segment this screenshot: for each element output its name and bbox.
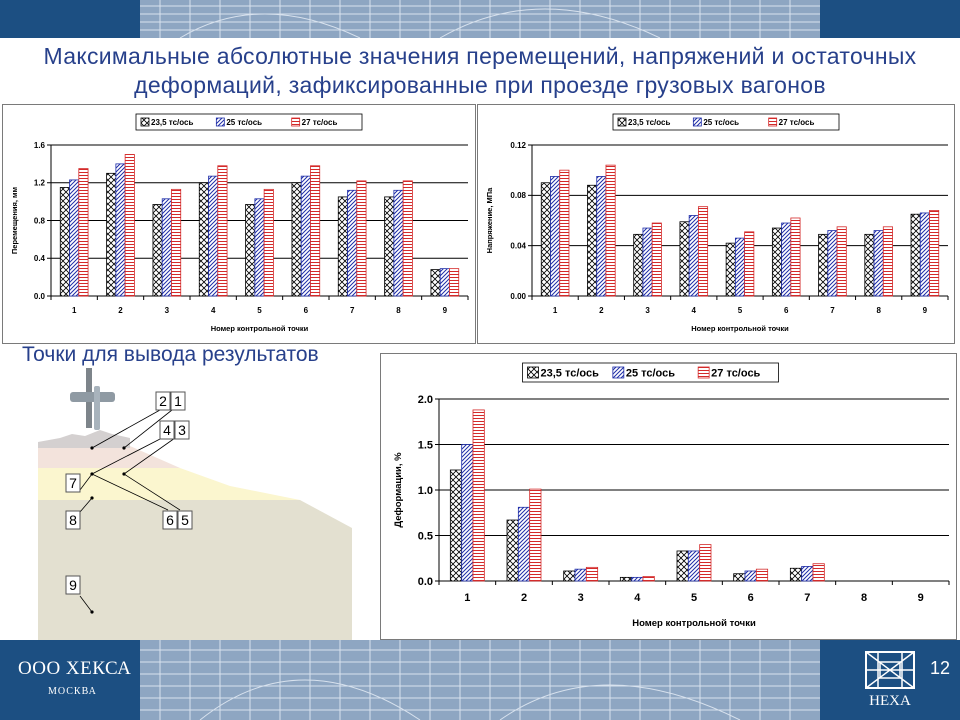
legend-swatch	[141, 118, 149, 126]
y-tick-label: 1.2	[33, 178, 45, 188]
bar	[462, 445, 473, 582]
y-axis-title: Напряжение, МПа	[485, 187, 494, 254]
x-axis-title: Номер контрольной точки	[691, 324, 789, 333]
bar	[680, 222, 689, 296]
legend-swatch	[528, 367, 539, 378]
mesh-decoration-bottom	[140, 640, 820, 720]
y-axis-title: Перемещения, мм	[10, 186, 19, 255]
x-tick-label: 1	[552, 306, 558, 315]
x-tick-label: 7	[349, 306, 355, 315]
page-title	[20, 42, 940, 100]
legend-swatch	[618, 118, 626, 126]
label-point-4: 4	[163, 422, 171, 438]
legend-swatch	[769, 118, 777, 126]
x-tick-label: 4	[634, 592, 641, 604]
x-tick-label: 2	[118, 306, 123, 315]
y-tick-label: 0.8	[33, 216, 45, 226]
legend-label: 23,5 тс/ось	[540, 367, 599, 380]
x-tick-label: 8	[876, 306, 881, 315]
title-line-2: деформаций, зафиксированные при проезде грузовых вагонов	[134, 72, 826, 98]
bar	[689, 215, 698, 296]
x-axis-title: Номер контрольной точки	[210, 324, 309, 333]
bar	[199, 183, 208, 296]
x-tick-label: 7	[804, 592, 811, 604]
bar	[700, 545, 711, 581]
bar	[634, 234, 643, 296]
legend-swatch	[698, 367, 709, 378]
y-tick-label: 0.08	[510, 191, 526, 201]
bar	[338, 197, 347, 296]
y-axis-title: Деформации, %	[393, 452, 404, 528]
bar	[550, 176, 559, 296]
bar	[874, 231, 883, 296]
bar	[587, 185, 596, 296]
label-point-9: 9	[69, 577, 77, 593]
y-tick-label: 0.0	[417, 575, 433, 588]
x-tick-label: 6	[747, 592, 754, 604]
bar	[60, 187, 69, 296]
y-tick-label: 0.12	[510, 140, 526, 150]
bar	[772, 228, 781, 296]
bar	[643, 228, 652, 296]
legend-label: 23,5 тс/ось	[628, 117, 671, 127]
bar	[688, 551, 699, 581]
x-tick-label: 6	[303, 306, 309, 315]
bar	[292, 183, 301, 296]
company-city: МОСКВА	[48, 686, 97, 697]
x-tick-label: 5	[257, 306, 262, 315]
bar	[791, 218, 800, 296]
x-tick-label: 2	[599, 306, 604, 315]
bar	[911, 214, 920, 296]
y-tick-label: 0.04	[510, 241, 526, 251]
bar	[218, 166, 227, 296]
x-tick-label: 4	[691, 306, 697, 315]
bar	[756, 569, 767, 581]
x-tick-label: 2	[520, 592, 528, 604]
bar	[643, 576, 654, 581]
mesh-decoration	[140, 0, 820, 38]
x-tick-label: 4	[210, 306, 216, 315]
bar	[632, 577, 643, 581]
header-band	[0, 0, 960, 38]
y-tick-label: 2.0	[417, 393, 433, 406]
y-tick-label: 0.4	[33, 254, 45, 264]
legend-label: 27 тс/ось	[778, 117, 815, 127]
legend-label: 23,5 тс/ось	[151, 117, 194, 127]
bar	[394, 190, 403, 296]
bar	[255, 199, 264, 296]
bar	[698, 207, 707, 296]
x-tick-label: 9	[442, 306, 448, 315]
legend-swatch	[216, 118, 224, 126]
x-tick-label: 3	[577, 592, 584, 604]
bar	[125, 154, 134, 296]
y-tick-label: 0.0	[33, 291, 45, 301]
bar	[431, 270, 440, 296]
bar	[819, 234, 828, 296]
bar	[209, 176, 218, 296]
legend-label: 25 тс/ось	[703, 117, 740, 127]
legend-label: 27 тс/ось	[301, 117, 338, 127]
bar	[735, 238, 744, 296]
scheme-title: Точки для вывода результатов	[22, 343, 319, 366]
x-tick-label: 9	[917, 592, 924, 604]
bar	[745, 571, 756, 581]
footer-band	[0, 640, 960, 720]
label-point-8: 8	[69, 512, 77, 528]
x-axis-title: Номер контрольной точки	[632, 618, 756, 629]
bar	[310, 166, 319, 296]
bar	[70, 180, 79, 296]
x-tick-label: 8	[396, 306, 401, 315]
legend-label: 25 тс/ось	[625, 367, 676, 380]
bar	[171, 189, 180, 296]
bar	[507, 520, 518, 581]
legend-label: 25 тс/ось	[226, 117, 263, 127]
label-point-5: 5	[181, 512, 189, 528]
bar	[677, 551, 688, 581]
bar	[813, 564, 824, 581]
chart-displacement	[2, 104, 476, 344]
bar	[153, 204, 162, 296]
bar	[79, 169, 88, 296]
bar	[518, 507, 529, 581]
bar	[586, 567, 597, 581]
bar	[837, 227, 846, 296]
label-point-1: 1	[174, 393, 182, 409]
chart-displacement-svg	[3, 105, 475, 343]
x-tick-label: 5	[690, 592, 698, 604]
chart-stress	[477, 104, 955, 344]
bar	[449, 269, 458, 296]
bar	[828, 231, 837, 296]
chart-deformation	[380, 353, 957, 640]
x-tick-label: 3	[164, 306, 170, 315]
bar	[790, 568, 801, 581]
axle-hub	[70, 392, 115, 402]
legend-swatch	[613, 367, 624, 378]
bar	[473, 410, 484, 581]
bar	[920, 213, 929, 296]
bar	[116, 164, 125, 296]
bar	[162, 199, 171, 296]
subgrade-layer	[38, 500, 352, 640]
y-tick-label: 0.00	[510, 291, 526, 301]
legend-swatch	[292, 118, 300, 126]
bar	[620, 577, 631, 581]
x-tick-label: 8	[860, 592, 868, 604]
bar	[357, 181, 366, 296]
bar	[403, 181, 412, 296]
label-point-2: 2	[159, 393, 167, 409]
bar	[301, 176, 310, 296]
y-tick-label: 1.0	[417, 484, 433, 497]
title-line-1: Максимальные абсолютные значения перемещений, напряжений и остаточных	[43, 43, 917, 69]
x-tick-label: 9	[922, 306, 928, 315]
bar	[450, 470, 461, 581]
bar	[782, 223, 791, 296]
bar	[865, 234, 874, 296]
label-point-7: 7	[69, 475, 77, 491]
bar	[348, 190, 357, 296]
bar	[652, 223, 661, 296]
bar	[726, 243, 735, 296]
y-tick-label: 0.5	[417, 530, 433, 543]
bar	[606, 165, 615, 296]
label-point-6: 6	[166, 512, 174, 528]
bar	[597, 176, 606, 296]
bar	[745, 232, 754, 296]
x-tick-label: 1	[464, 592, 471, 604]
bar	[575, 569, 586, 581]
bar	[107, 173, 116, 296]
hexa-logo	[862, 648, 918, 710]
x-tick-label: 1	[71, 306, 77, 315]
company-name: ООО ХЕКСА	[18, 658, 132, 679]
x-tick-label: 6	[783, 306, 789, 315]
sleeper-layer	[38, 430, 130, 448]
bar	[930, 210, 939, 296]
bar	[264, 189, 273, 296]
x-tick-label: 7	[830, 306, 835, 315]
bar	[560, 170, 569, 296]
y-tick-label: 1.6	[33, 140, 45, 150]
y-tick-label: 1.5	[417, 439, 433, 452]
x-tick-label: 3	[645, 306, 650, 315]
chart-deformation-svg	[381, 354, 956, 639]
bar	[246, 204, 255, 296]
bar	[564, 571, 575, 581]
wheel-rim	[94, 386, 100, 430]
bar	[734, 574, 745, 581]
label-point-3: 3	[178, 422, 186, 438]
legend-swatch	[693, 118, 701, 126]
chart-stress-svg	[478, 105, 954, 343]
x-tick-label: 5	[737, 306, 743, 315]
logo-text: HEXA	[869, 693, 911, 709]
points-scheme	[0, 368, 380, 640]
bar	[440, 269, 449, 296]
legend-label: 27 тс/ось	[711, 367, 761, 380]
bar	[802, 566, 813, 581]
bar	[530, 489, 541, 581]
page-number: 12	[930, 658, 951, 678]
bar	[385, 197, 394, 296]
bar	[541, 183, 550, 296]
bar	[883, 227, 892, 296]
